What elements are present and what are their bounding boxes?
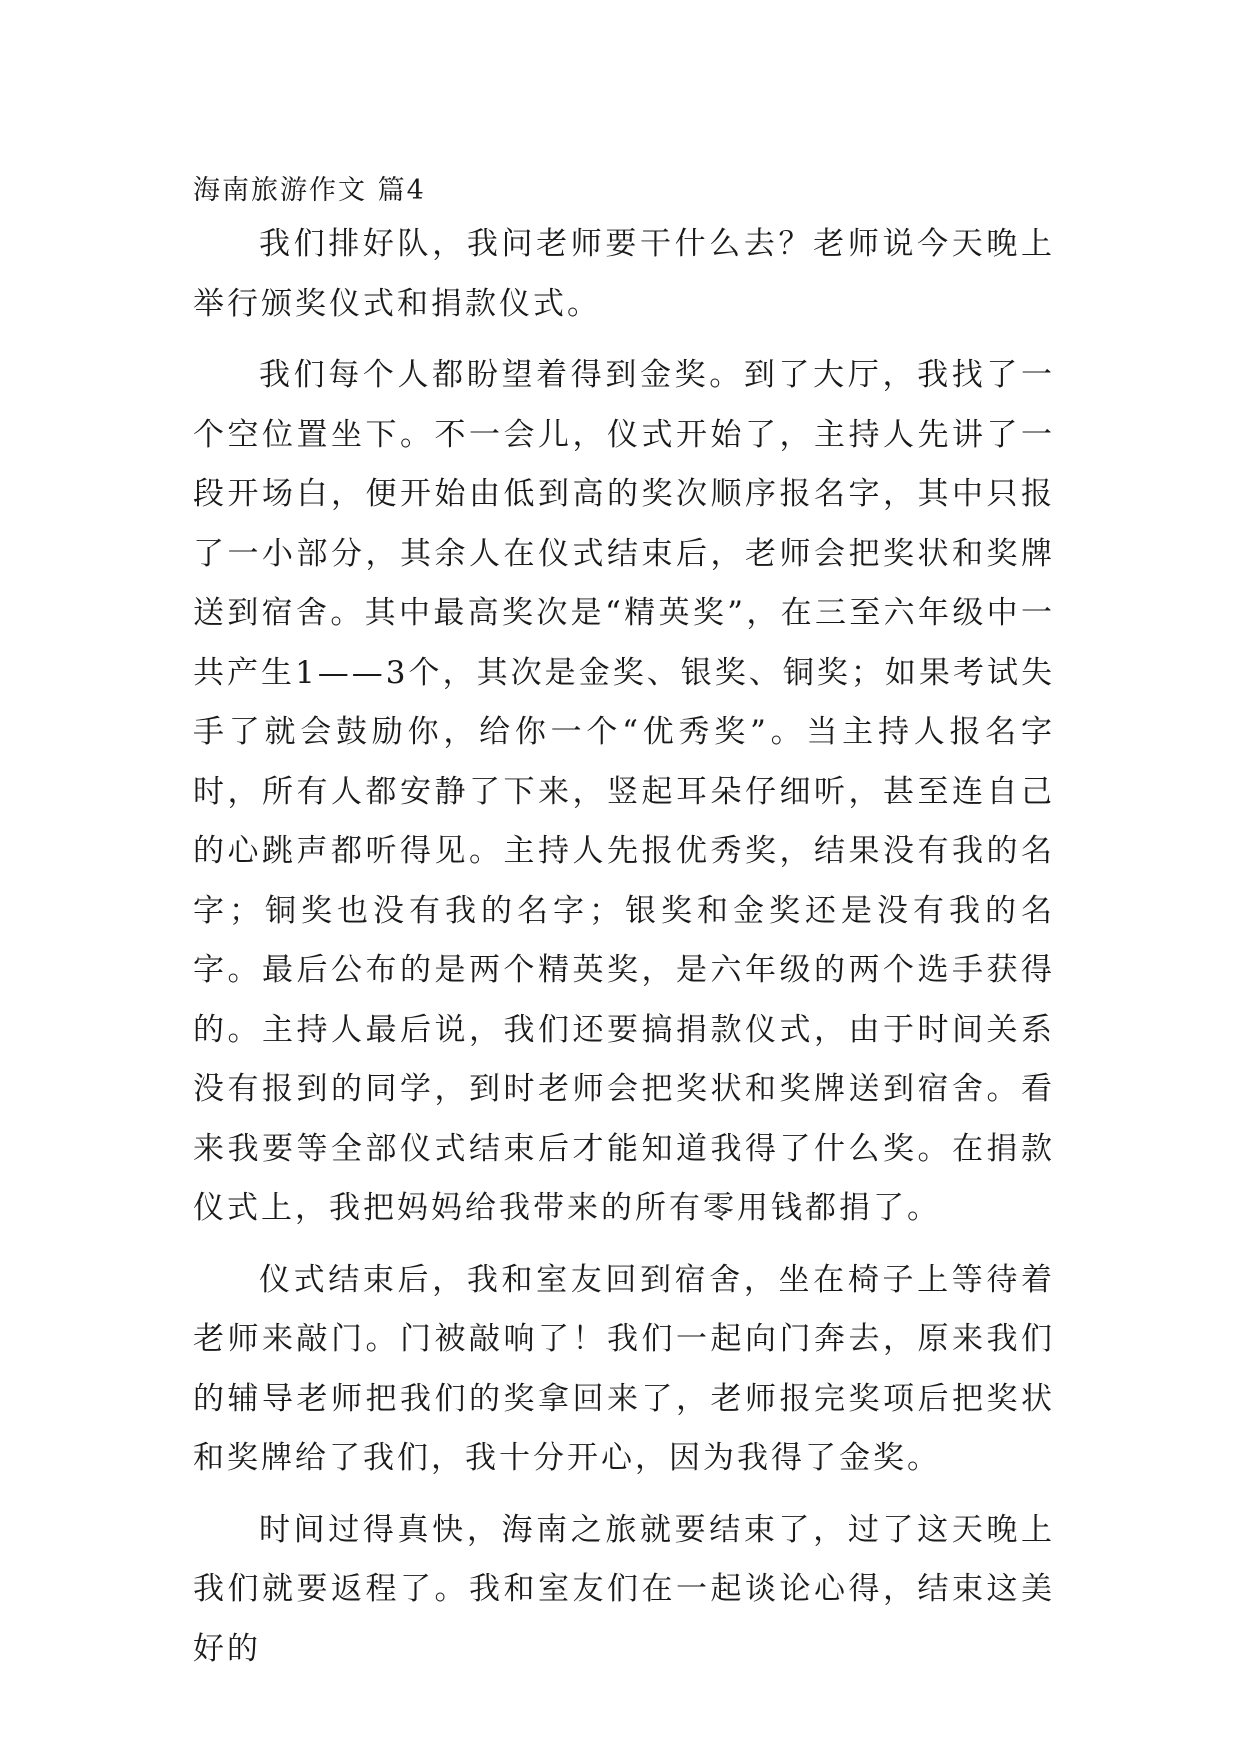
document-body <box>193 215 1055 1691</box>
paragraph-4: 时间过得真快，海南之旅就要结束了，过了这天晚上我们就要返程了。我和室友们在一起谈论心得，结束这美好的 <box>193 1511 1055 1667</box>
paragraph-1: 我们排好队，我问老师要干什么去？老师说今天晚上举行颁奖仪式和捐款仪式。 <box>193 226 1055 322</box>
page-title: 海南旅游作文 篇4 <box>193 175 426 206</box>
paragraph-2: 我们每个人都盼望着得到金奖。到了大厅，我找了一个空位置坐下。不一会儿，仪式开始了，主持人先讲了一段开场白，便开始由低到高的奖次顺序报名字，其中只报了一小部分，其余人在仪式结束后，老师会把奖状和奖牌送到宿舍。其中最高奖次是“精英奖”，在三至六年级中一共产生1——3个，其次是金奖、银奖、铜奖；如果考试失手了就会鼓励你，给你一个“优秀奖”。当主持人报名字时，所有人都安静了下来，竖起耳朵仔细听，甚至连自己的心跳声都听得见。主持人先报优秀奖，结果没有我的名字；铜奖也没有我的名字；银奖和金奖还是没有我的名字。最后公布的是两个精英奖，是六年级的两个选手获得的。主持人最后说，我们还要搞捐款仪式，由于时间关系没有报到的同学，到时老师会把奖状和奖牌送到宿舍。看来我要等全部仪式结束后才能知道我得了什么奖。在捐款仪式上，我把妈妈给我带来的所有零用钱都捐了。 <box>193 357 1055 1226</box>
paragraph-3: 仪式结束后，我和室友回到宿舍，坐在椅子上等待着老师来敲门。门被敲响了！我们一起向门奔去，原来我们的辅导老师把我们的奖拿回来了，老师报完奖项后把奖状和奖牌给了我们，我十分开心，因为我得了金奖。 <box>193 1261 1055 1476</box>
